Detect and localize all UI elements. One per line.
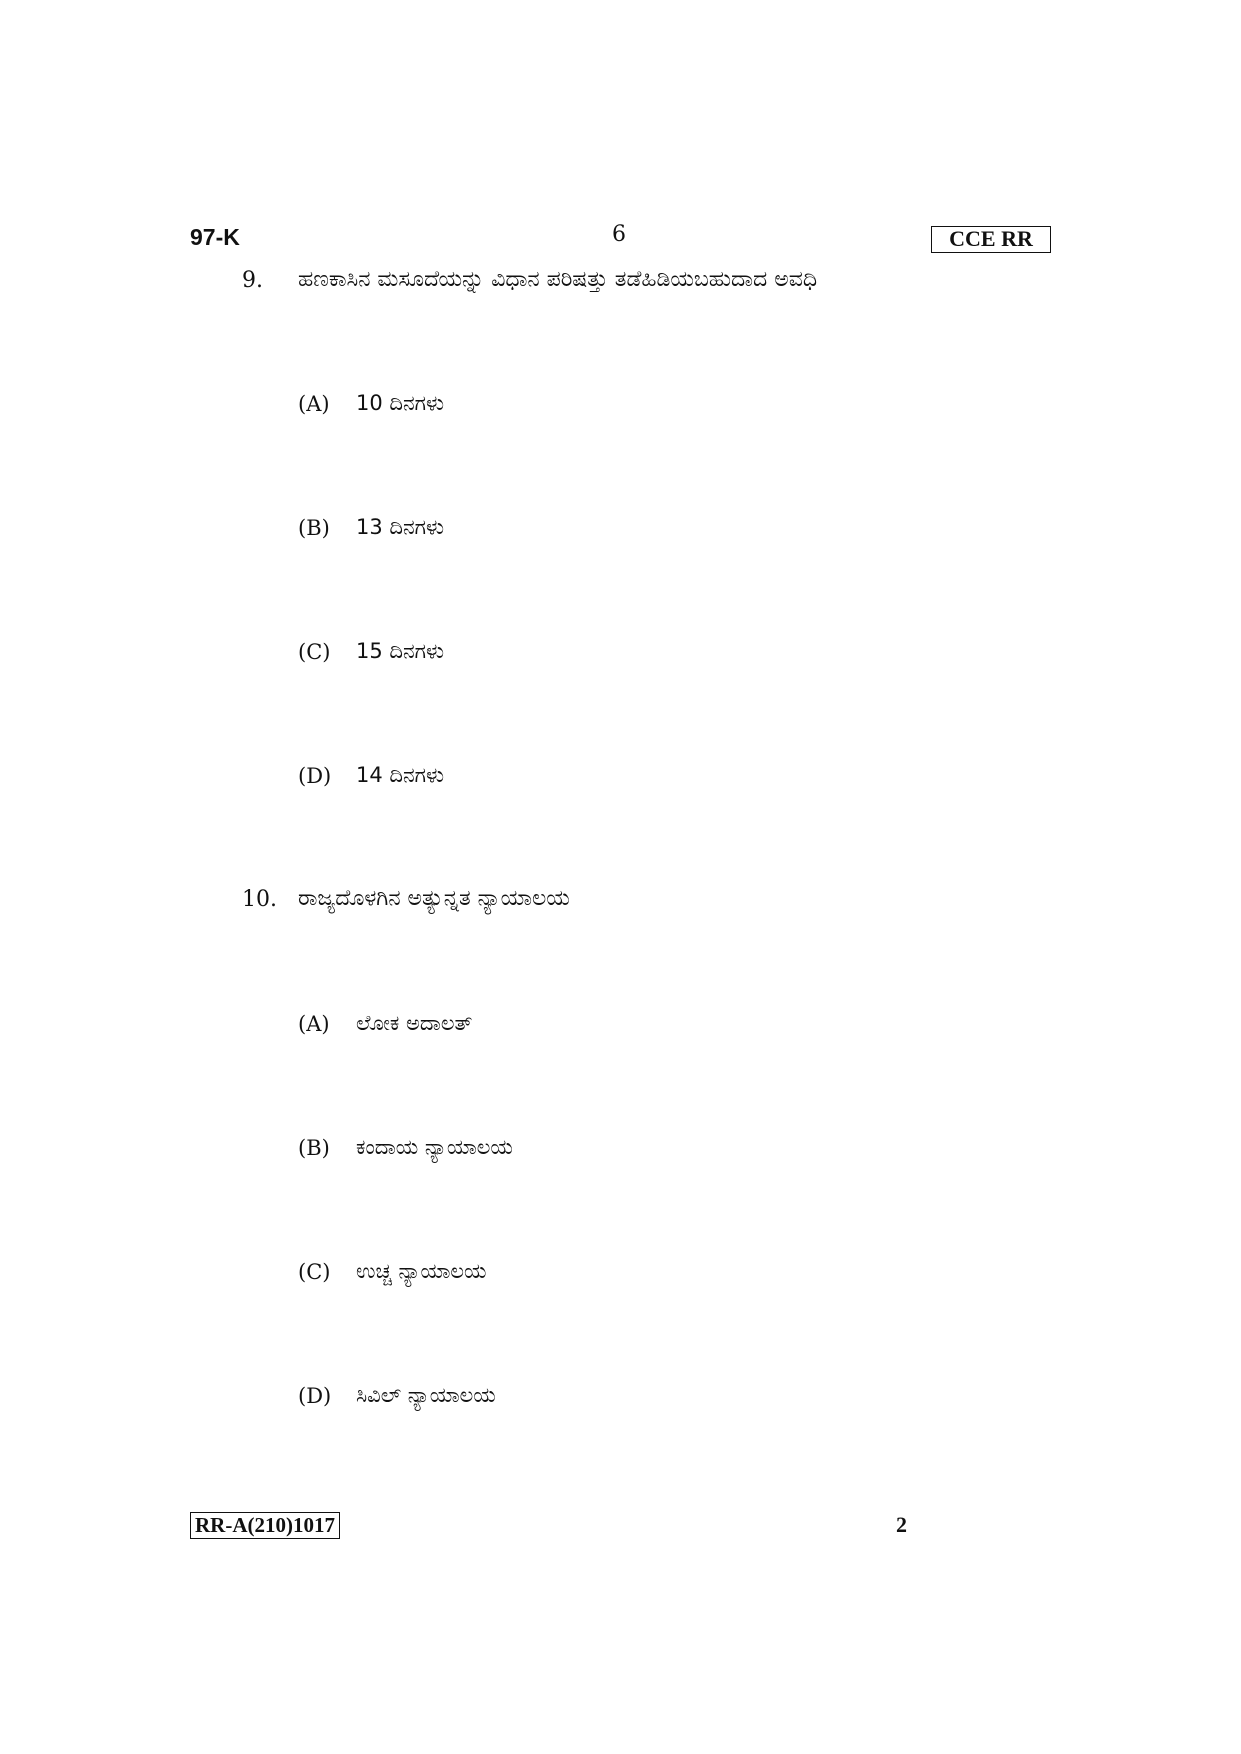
option-text: ಉಚ್ಚ ನ್ಯಾಯಾಲಯ (356, 1259, 487, 1283)
option-letter: (A) (298, 1012, 330, 1036)
option-letter: (C) (298, 1260, 331, 1284)
question-number: 10. (242, 887, 277, 912)
option-text: ಸಿವಿಲ್ ನ್ಯಾಯಾಲಯ (356, 1383, 496, 1407)
option-letter: (C) (298, 640, 331, 664)
page-number: 6 (612, 222, 626, 247)
option-letter: (B) (298, 516, 330, 540)
series-box: CCE RR (931, 226, 1051, 253)
question-text: ರಾಜ್ಯದೊಳಗಿನ ಅತ್ಯುನ್ನತ ನ್ಯಾಯಾಲಯ (298, 886, 570, 911)
option-letter: (A) (298, 392, 330, 416)
option-letter: (B) (298, 1136, 330, 1160)
option-text: 13 ದಿನಗಳು (356, 515, 445, 539)
option-text: 10 ದಿನಗಳು (356, 391, 445, 415)
question-number: 9. (242, 268, 263, 293)
option-text: 14 ದಿನಗಳು (356, 763, 445, 787)
question-text: ಹಣಕಾಸಿನ ಮಸೂದೆಯನ್ನು ವಿಧಾನ ಪರಿಷತ್ತು ತಡೆಹಿಡಿಯಬಹುದಾದ ಅವಧಿ (298, 267, 818, 292)
option-text: 15 ದಿನಗಳು (356, 639, 445, 663)
option-letter: (D) (298, 764, 332, 788)
option-letter: (D) (298, 1384, 332, 1408)
option-text: ಕಂದಾಯ ನ್ಯಾಯಾಲಯ (356, 1135, 513, 1159)
option-text: ಲೋಕ ಅದಾಲತ್ (356, 1011, 473, 1035)
footer-code-box: RR-A(210)1017 (190, 1512, 340, 1539)
paper-code: 97-K (190, 224, 240, 250)
footer-page-number: 2 (896, 1512, 907, 1537)
